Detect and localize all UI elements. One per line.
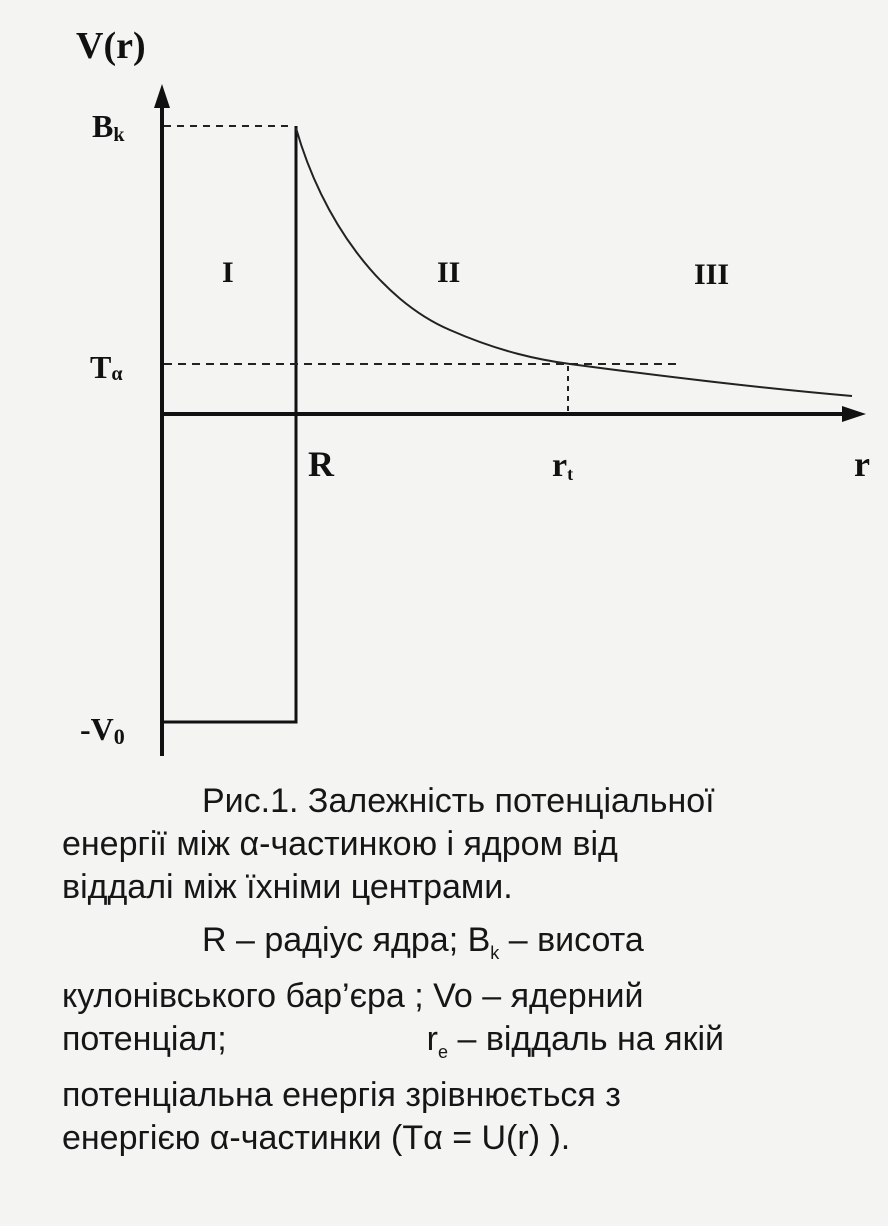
well-depth-tick-label: -V0 [80,711,125,749]
y-axis-arrow [154,84,170,108]
caption-legend-line: потенціальна енергія зрівнюється з [62,1075,621,1114]
caption-line: віддалі між їхніми центрами. [62,868,513,906]
potential-well-outline [162,126,296,722]
x-axis-label: r [854,444,870,484]
nuclear-radius-label: R [308,444,334,484]
x-axis-arrow [842,406,866,422]
region-3-label: III [694,258,730,291]
caption-line: енергії між α-частинкою і ядром від [62,825,618,863]
caption-legend-line: енергією α-частинки (Tα = U(r) ). [62,1118,571,1157]
caption-line: Рис.1. Залежність потенціальної [202,782,715,820]
region-1-label: I [222,256,234,289]
region-2-label: II [437,256,461,289]
caption-legend-line: кулонівського бар’єра ; Vo – ядерний [62,976,644,1015]
figure-caption [62,780,810,1160]
caption-legend-line: R – радіус ядра; $B_k$ – висота [202,921,644,963]
coulomb-barrier-curve [296,128,852,396]
caption-legend-line: потенціал; $r_e$ – віддаль на якій [62,1019,724,1062]
y-axis-label: V(r) [76,25,146,67]
barrier-tick-label: Bk [92,108,125,146]
energy-tick-label: Tα [90,349,123,385]
turning-point-label: rt [552,447,574,484]
